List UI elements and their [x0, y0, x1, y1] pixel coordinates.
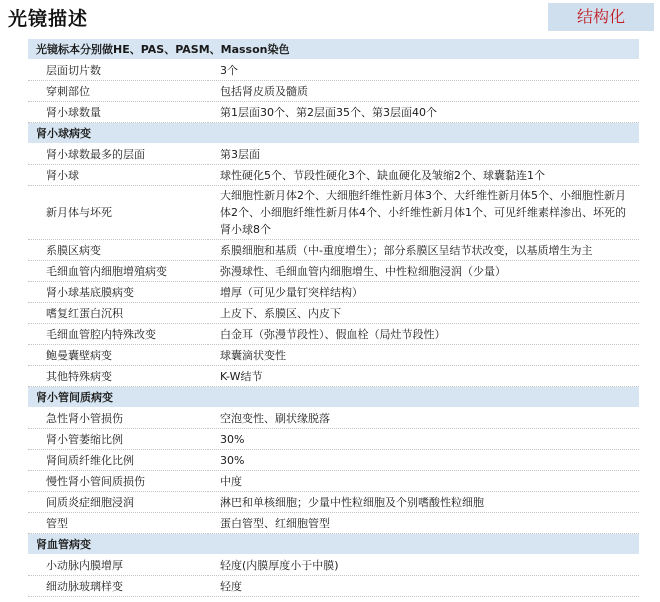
row-value: 3个: [208, 60, 639, 81]
section-title: 肾血管病变: [28, 534, 639, 555]
table-row: [28, 450, 639, 471]
table-row: [28, 261, 639, 282]
row-label: 穿刺部位: [28, 81, 208, 102]
row-value: 轻度(内膜厚度小于中膜): [208, 555, 639, 576]
section-title: 光镜标本分别做HE、PAS、PASM、Masson染色: [28, 39, 639, 60]
row-value: 30%: [208, 429, 639, 450]
row-label: 管型: [28, 513, 208, 534]
table-row: [28, 303, 639, 324]
row-value: 30%: [208, 450, 639, 471]
table-row: [28, 324, 639, 345]
table-row: [28, 576, 639, 597]
section-header: [28, 39, 639, 60]
row-label: 层面切片数: [28, 60, 208, 81]
row-label: 其他特殊病变: [28, 366, 208, 387]
section-header: [28, 123, 639, 144]
structured-button[interactable]: 结构化: [548, 3, 654, 31]
row-label: 细动脉玻璃样变: [28, 576, 208, 597]
table-row: [28, 81, 639, 102]
row-label: 毛细血管腔内特殊改变: [28, 324, 208, 345]
table-row: [28, 165, 639, 186]
table-row: [28, 555, 639, 576]
table-row: [28, 186, 639, 240]
row-label: 间质炎症细胞浸润: [28, 492, 208, 513]
table-row: [28, 429, 639, 450]
row-value: K-W结节: [208, 366, 639, 387]
row-label: 肾小球数量: [28, 102, 208, 123]
table-row: [28, 60, 639, 81]
table-row: [28, 471, 639, 492]
row-label: 肾小管萎缩比例: [28, 429, 208, 450]
row-label: 新月体与坏死: [28, 186, 208, 240]
row-label: 肾小球: [28, 165, 208, 186]
section-title: 肾小球病变: [28, 123, 639, 144]
row-value: 空泡变性、刷状缘脱落: [208, 408, 639, 429]
row-value: 增厚（可见少量钉突样结构）: [208, 282, 639, 303]
row-value: 球性硬化5个、节段性硬化3个、缺血硬化及皱缩2个、球囊黏连1个: [208, 165, 639, 186]
row-value: 淋巴和单核细胞；少量中性粒细胞及个别嗜酸性粒细胞: [208, 492, 639, 513]
row-label: 系膜区病变: [28, 240, 208, 261]
description-table: [28, 39, 639, 597]
row-label: 肾小球基底膜病变: [28, 282, 208, 303]
row-label: 肾小球数最多的层面: [28, 144, 208, 165]
table-row: [28, 345, 639, 366]
table-row: [28, 492, 639, 513]
table-row: [28, 282, 639, 303]
row-value: 上皮下、系膜区、内皮下: [208, 303, 639, 324]
row-value: 弥漫球性、毛细血管内细胞增生、中性粒细胞浸润（少量）: [208, 261, 639, 282]
row-value: 蛋白管型、红细胞管型: [208, 513, 639, 534]
page-title: 光镜描述: [8, 8, 89, 30]
row-value: 大细胞性新月体2个、大细胞纤维性新月体3个、大纤维性新月体5个、小细胞性新月体2个、小细胞纤维性新月体4个、小纤维性新月体1个、可见纤维素样渗出、坏死的肾小球8个: [208, 186, 639, 240]
row-value: 第3层面: [208, 144, 639, 165]
section-header: [28, 387, 639, 408]
row-value: 系膜细胞和基质（中-重度增生）；部分系膜区呈结节状改变，以基质增生为主: [208, 240, 639, 261]
table-row: [28, 144, 639, 165]
section-title: 肾小管间质病变: [28, 387, 639, 408]
row-value: 球囊滴状变性: [208, 345, 639, 366]
row-label: 急性肾小管损伤: [28, 408, 208, 429]
row-value: 包括肾皮质及髓质: [208, 81, 639, 102]
row-value: 轻度: [208, 576, 639, 597]
row-label: 肾间质纤维化比例: [28, 450, 208, 471]
table-row: [28, 513, 639, 534]
row-value: 第1层面30个、第2层面35个、第3层面40个: [208, 102, 639, 123]
row-label: 嗜复红蛋白沉积: [28, 303, 208, 324]
row-value: 中度: [208, 471, 639, 492]
row-value: 白金耳（弥漫节段性）、假血栓（局灶节段性）: [208, 324, 639, 345]
section-header: [28, 534, 639, 555]
row-label: 慢性肾小管间质损伤: [28, 471, 208, 492]
row-label: 小动脉内膜增厚: [28, 555, 208, 576]
table-row: [28, 408, 639, 429]
table-row: [28, 240, 639, 261]
table-row: [28, 102, 639, 123]
header: [0, 0, 660, 36]
table-row: [28, 366, 639, 387]
row-label: 鲍曼囊壁病变: [28, 345, 208, 366]
row-label: 毛细血管内细胞增殖病变: [28, 261, 208, 282]
